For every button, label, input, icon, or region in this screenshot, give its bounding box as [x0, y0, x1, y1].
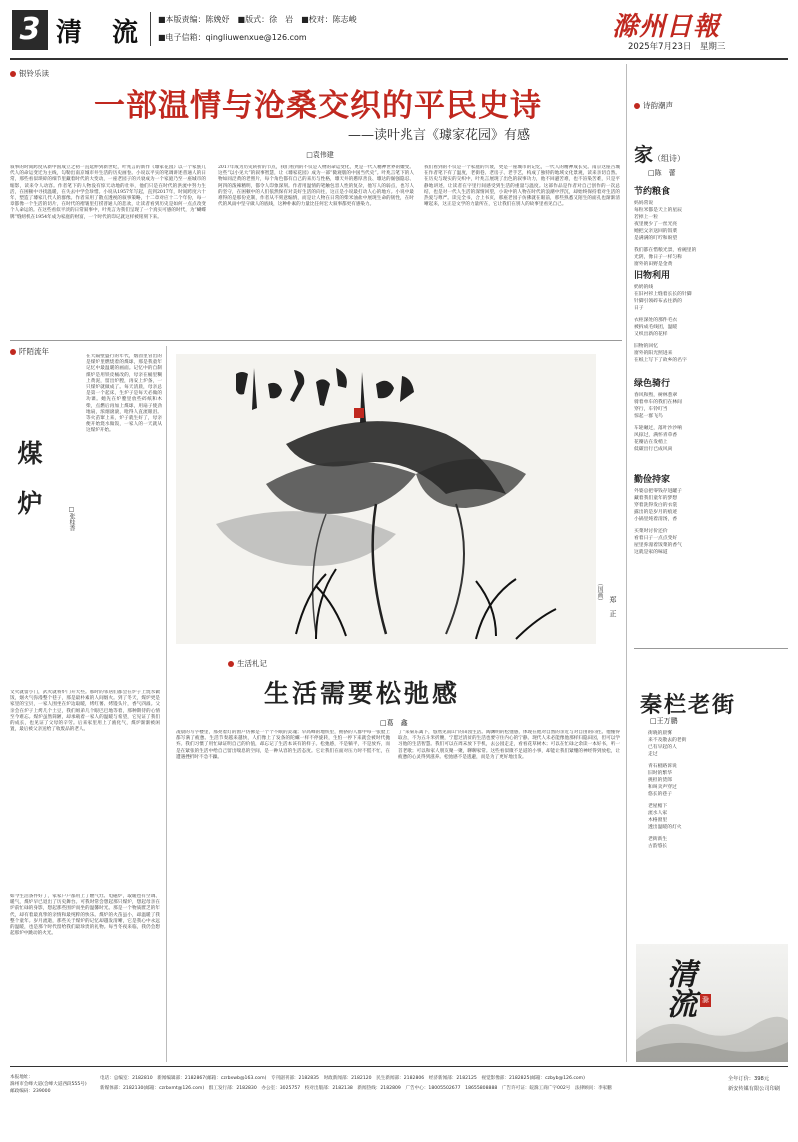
- article1-col3: 我们看到的不仅是一个家庭的兴衰，更是一座城市的记忆，一代人的精神成长史。南京这座古城在作者笔下有了温度，老街巷、老房子、老手艺，构成了独特的地域文化景观，读来亲切自然。在历史与现实的交织中，叶兆言展现了出色的叙事功力，他不回避苦难，也不渲染苦难，只是平静地讲述，让读者在字里行间感受到生活的重量与温度。这部作品是作者对自己创作的一次总结，也是对一代人生活的深情回望，小说中的人物在时代的浪潮中浮沉，却始终保持着对生活的热爱与尊严。读完全书，合上书页，那座老园子仿佛就在眼前，那些熟悉又陌生的面孔也渐渐清晰起来，这正是文学的力量所在，它让我们在别人的故事里看见自己。: [424, 165, 620, 208]
- bullet-icon: [10, 349, 16, 355]
- poem-heading: 勤俭持家: [634, 475, 671, 485]
- poem2-author: □王万鹏: [650, 717, 678, 725]
- masthead-rule: [10, 58, 788, 60]
- masthead: [0, 0, 798, 64]
- poem-section-2: [634, 268, 784, 364]
- poem2-lines: 街晓的晨雾 来不及散去的老街 已有早起的人 走过 青石板路诉说 旧时的繁华 挑担的货郎 和叫卖声穿过 悠长的巷子 老屋檐下 流水人家 木格窗里 透出温暖的灯火 老街新生 古韵悠长: [648, 731, 687, 849]
- email-line: ■电子信箱：qingliuwenxue@126.com: [158, 33, 307, 42]
- article1-col2: 2017年成为历史转折的节点，我们看到的不仅是人物的命运变化，更是一代人精神世界的嬗变。这些“以小见大”的叙事智慧，让《璩家花园》成为一部“微观版的中国当代史”。叶兆言笔下的人物如同泛黄的老照片，每个角色都有自己的来历与性格，璩天井的憨厚善良、璩达的倔强隐忍、阿四的泼辣精明，都令人印象深刻。作者用温情的笔触包容人性的复杂，他写人的弱点，也写人的坚守，在困顿中的人们依然保有对美好生活的向往，这正是小说最打动人心的地方。小说中最难得的是那份克制，作者从不刻意煽情，而是让人物在日常的柴米油盐中展现生命的韧性，在时代的风雨中坚守做人的底线，这种朴素的力量比任何宏大叙事都更有感染力。: [218, 165, 414, 208]
- masthead-divider: [150, 12, 151, 46]
- article3-title: 生活需要松弛感: [263, 679, 460, 708]
- poem-lines: 奶奶的线 在旧衬衫上缝着长长的针脚 针脚引领碎布去往新的 日子 衣柜深处的那件毛衣 被拆成毛线团，温暖 又织出新的花样 旧物的回忆 窗外的阳光照进来 在纸上写下了故乡的名字: [634, 285, 692, 363]
- poem2-title: 秦栏老街: [640, 693, 737, 718]
- poem-heading: 节约粮食: [634, 187, 671, 197]
- poem-heading: 旧物利用: [634, 271, 671, 281]
- grass-strokes: [296, 569, 556, 639]
- poem-section-3: [634, 376, 784, 453]
- divider-v1: [166, 346, 167, 1062]
- article1-subtitle: ——读叶兆言《璩家花园》有感: [347, 128, 530, 143]
- paper-logo: 滁州日報: [612, 12, 721, 42]
- article3-col2: 了“采菊东篱下，悠然见南山”的田园生活。陶渊明的松弛感，体现在他对自然的亲近与对自由的向往。他懂得取舍，不为五斗米折腰，宁愿过清贫的生活也要守住内心的宁静。现代人未必能像他那样归隐田园，但可以学习他的生活智慧。我们可以在周末放下手机，去公园走走，看看花草树木；可以在忙碌之余读一本好书，听一首老歌；可以和家人朋友聚一聚，聊聊家常。这些看似微不足道的小事，却能让我们紧绷的神经得到放松，让疲惫的心灵得到滋养。松弛感不是逃避，而是为了更好地出发。: [398, 730, 620, 760]
- calligraphy-inscription: [236, 368, 414, 423]
- section-tag-poetry: 诗韵潮声: [634, 100, 673, 111]
- article1-col1: 叙事的时间跨度从新中国成立之初一直延伸到新世纪，叶兆言的新作《璩家花园》以一个家族几代人的命运变迁为主线，勾勒出南京城市井生活的历史画卷。小说以平实的笔调讲述普通人的日常，那些看似琐碎的细节里藏着时代的大变动，一座老园子的兴衰成为一个家庭乃至一座城市的缩影，读来令人动容。作者笔下的人物没有惊天动地的壮举，他们只是在时代的洪流中努力生活，在困顿中寻找温暖，在失去中学会珍惜。小说从1957年写起，直到2017年，时间跨度六十年，塑造了璩家几代人的群像。作者采用了散点透视的叙事策略，十二章对应十二个年份，每一章都像一个生活的切片，在时代的褶皱里打捞普通人的悲欢，让读者看到历史是如何一点点改变个人命运的。在这些看似平淡的日常叙事中，叶兆言为我们呈现了一个真实可感的时代，为“蝴蝶牌”缝纫机在1954年成为家庭的财富，一个时代的印记就这样被铭刻下来。: [10, 165, 206, 220]
- brand-seal: 滁: [700, 994, 711, 1007]
- lotus-painting: [176, 354, 596, 644]
- brand-block: [636, 944, 788, 1062]
- footer-price: 全年订价：398元 新安传媒有限公司印刷: [728, 1076, 780, 1092]
- article2-author: □张桂香: [68, 506, 75, 531]
- article2-col1: 在大隔壁盛行的年代，烟囱里冒出的是煤炉里燃烧着的煤球，那是我童年记忆中最温暖的画面。记忆中的自制煤炉是用铁皮桶改的，母亲在桶里糊上黄泥，留出炉膛，再安上炉条，一只煤炉就做成了。每天清晨，母亲总是第一个起床，生炉子是每天必做的功课。她先在炉膛里放些碎纸和木柴，点燃后再加上煤球，用扇子使劲地扇，浓烟滚滚，呛得人直流眼泪。等火苗窜上来，炉子就生好了，母亲便开始烧水做饭，一家人的一天就从这煤炉开始。: [86, 354, 162, 434]
- lotus-painting-svg: [176, 354, 596, 644]
- painting-caption: （国画）: [596, 580, 603, 604]
- poem-lines: 外婆总把零钱存进罐子 藏着我们童年的梦想 穿着洗得发白的衣裳 露出的是岁月的痕迹 小锅里炖着清汤，香 买菜时讨价还价 看着日子一点点变好 屋里弥漫着饭菜的香气 这就是家的味道: [634, 489, 682, 555]
- section-tag-years: 阡陌流年: [10, 346, 49, 357]
- bullet-icon: [634, 103, 640, 109]
- bullet-icon: [10, 71, 16, 77]
- editor-line: ■本版责编：陈娩妤 ■版式：徐 岩 ■校对：陈志峻: [158, 15, 357, 24]
- poem-author: □陈 蕾: [648, 169, 676, 177]
- poem-section-4: [634, 472, 784, 556]
- article1-author: □袁伟建: [306, 151, 334, 159]
- footer-phones: 电话：总编室：2182810 新闻编辑部：2182867(邮箱：czrbxwb@163.com) 专刊副刊部：2182835 时政新闻部：2182120 民生新闻部：2182806 经济新闻部：2182125 视觉影像部：2182825(邮箱：czbyb@126.com) 新媒体部：2182130(邮箱：czrbxmt@126.com) 群工发行部：2182830 办公室：3025757 校对出版部：2182138 新闻热线：2182809 广告中心：18005502677 18655808888 广告许可证：皖滁工商广字002号 法律顾问：李家鹏: [100, 1076, 612, 1091]
- article1-title: 一部温情与沧桑交织的平民史诗: [94, 88, 542, 124]
- poem-lines: 春风和煦，树林葱翠 骑着单车的我们在林间 穿行，车铃叮当 惊起一群飞鸟 车轮碾过，落叶沙沙响 风掠过，满怀青草香 花瓣沾在发梢上 低碳出行已成风尚: [634, 393, 682, 452]
- divider-a1: [10, 340, 622, 341]
- divider-poem: [634, 648, 788, 649]
- page-number: 3: [19, 12, 41, 47]
- article3-col1: 凌晨的写字楼里，那亮着灯的窗户仿佛是一个个不眠的灵魂；早高峰的地铁里，拥挤的人群中每一张脸上都写满了疲惫。生活节奏越来越快，人们像上了发条的陀螺一样不停旋转，生怕一停下来就会被时代抛弃。我们习惯了用忙碌证明自己的价值，却忘记了生活本该有的样子。松弛感，不是躺平，不是放弃，而是在紧张的生活中给自己留出喘息的空间，是一种从容的生活态度。它让我们在面对压力时不慌不忙，在遭遇挫折时不急不躁。: [176, 730, 390, 760]
- painting-artist: 郑 正: [609, 596, 617, 617]
- bullet-icon: [228, 661, 234, 667]
- painting-seal: [354, 408, 364, 418]
- article2-col2: 文火就留小门，武火就将炉门开大些。那时的邻居们都会在炉子上烧水做饭，烟火气弥漫整个巷子，那是最朴素的人间烟火。到了冬天，煤炉更是家里的宝贝，一家人围坐在炉边取暖，烤红薯、烤馒头片，香气四溢。父亲会在炉子上烤几个土豆，我们姐弟几个眼巴巴地等着，那种期待的心情至今难忘。煤炉虽然简陋，却承载着一家人的温暖与希望，它见证了我们的成长，也见证了父母的辛劳。后来家里用上了液化气，煤炉渐渐被闲置，最后被父亲送给了收废品的老人。: [10, 690, 160, 733]
- issue-date: 2025年7月23日 星期三: [628, 42, 726, 52]
- article2-title: 煤 炉: [14, 440, 43, 515]
- divider-v2: [626, 64, 627, 1062]
- poem-heading: 绿色骑行: [634, 379, 671, 389]
- article2-col3: 如今生活条件好了，家家户户都用上了燃气灶、电磁炉，取暖也有空调、暖气，煤炉早已退出了历史舞台。可我时常会想起那只煤炉，想起母亲在炉前忙碌的身影，想起那些围炉而坐的温馨时光。那是一个物质匮乏的年代，却有着最真挚的亲情和最纯粹的快乐。煤炉的火苗虽小，却温暖了我整个童年。岁月流逝，那些关于煤炉的记忆却越发清晰，它是我心中永远的温暖，也是那个时代留给我们最珍贵的礼物。每当冬夜来临，我仍会想起那炉中跳动的火光。: [10, 894, 160, 937]
- page-number-badge: [12, 10, 48, 50]
- section-name: 清 流: [56, 18, 141, 48]
- section-tag-life: 生活札记: [228, 658, 267, 669]
- footer-rule: [10, 1066, 788, 1067]
- section-tag-reading: 银铃乐读: [10, 68, 49, 79]
- footer-address: 本报地址： 滁州市会峰大道(会峰大道西段555号) 邮政编码：239000: [10, 1075, 87, 1094]
- article3-author: □葛 鑫: [380, 719, 408, 727]
- poem-title: 家（组诗）: [634, 144, 686, 166]
- poem-section-1: [634, 184, 784, 268]
- poem-lines: 妈妈常说 每粒米都是天上的星辰 若掉上一粒 夜里便少了一丝光亮 她把父亲送回的饭菜 是满满的叮咛和盼望 我们都在惜粮光景，看碗里的 光阴，像日子一样匀称 窗外的田野是金黄: [634, 201, 697, 267]
- brand-text: 清流: [661, 958, 696, 1018]
